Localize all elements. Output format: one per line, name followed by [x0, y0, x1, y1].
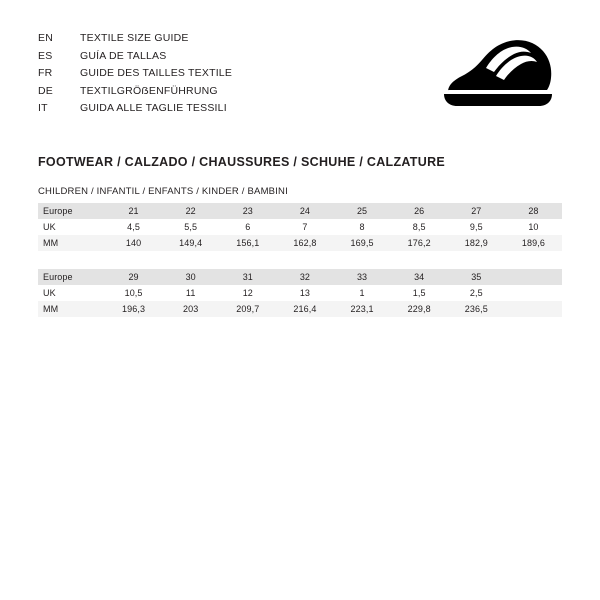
table-row [38, 203, 562, 219]
header [38, 30, 562, 118]
language-code: DE [38, 84, 53, 97]
table-cell: 26 [391, 203, 448, 219]
table-cell: 1 [334, 285, 391, 301]
table-cell: 229,8 [391, 301, 448, 317]
language-text: TEXTILE SIZE GUIDE [80, 32, 189, 44]
table-cell: 29 [105, 269, 162, 285]
sneaker-icon [440, 38, 556, 110]
language-code: IT [38, 102, 48, 114]
table-cell: 223,1 [334, 301, 391, 317]
table-cell: 11 [162, 285, 219, 301]
table-cell: 35 [448, 269, 505, 285]
table-cell: 8 [334, 219, 391, 235]
table-cell: 162,8 [276, 235, 333, 251]
language-row [38, 48, 232, 66]
table-cell: 6 [219, 219, 276, 235]
section-title: FOOTWEAR / CALZADO / CHAUSSURES / SCHUHE / CALZATURE [38, 155, 446, 169]
language-list [38, 30, 232, 118]
table-row [38, 235, 562, 251]
table-cell: 8,5 [391, 219, 448, 235]
table-cell: 22 [162, 203, 219, 219]
size-table-children-1 [38, 203, 562, 251]
table-cell: 27 [448, 203, 505, 219]
table-cell: 25 [334, 203, 391, 219]
row-label: MM [38, 235, 105, 251]
table-cell: 203 [162, 301, 219, 317]
language-code: FR [38, 67, 53, 79]
table-cell: 5,5 [162, 219, 219, 235]
language-row [38, 100, 232, 118]
language-text: TEXTILGRÖẞENFÜHRUNG [80, 84, 218, 97]
table-cell: 169,5 [334, 235, 391, 251]
row-label: UK [38, 285, 105, 301]
table-cell: 32 [276, 269, 333, 285]
table-cell: 149,4 [162, 235, 219, 251]
language-row [38, 65, 232, 83]
table-cell: 10 [505, 219, 562, 235]
table-cell: 31 [219, 269, 276, 285]
language-text: GUÍA DE TALLAS [80, 49, 167, 62]
table-cell [505, 285, 562, 301]
table-cell: 140 [105, 235, 162, 251]
table-cell: 28 [505, 203, 562, 219]
table-cell: 21 [105, 203, 162, 219]
table-cell: 9,5 [448, 219, 505, 235]
table-row [38, 269, 562, 285]
table-cell: 24 [276, 203, 333, 219]
language-code: EN [38, 32, 53, 44]
table-cell: 176,2 [391, 235, 448, 251]
table-cell: 209,7 [219, 301, 276, 317]
language-row [38, 30, 232, 48]
table-cell: 1,5 [391, 285, 448, 301]
table-cell: 4,5 [105, 219, 162, 235]
table-cell [505, 269, 562, 285]
table-cell: 2,5 [448, 285, 505, 301]
language-row [38, 83, 232, 101]
row-label: MM [38, 301, 105, 317]
table-cell: 156,1 [219, 235, 276, 251]
row-label: Europe [38, 203, 105, 219]
language-text: GUIDA ALLE TAGLIE TESSILI [80, 102, 227, 114]
table-row [38, 301, 562, 317]
table-cell: 33 [334, 269, 391, 285]
size-table-children-2 [38, 269, 562, 317]
table-cell: 189,6 [505, 235, 562, 251]
row-label: Europe [38, 269, 105, 285]
table-cell: 12 [219, 285, 276, 301]
table-cell: 10,5 [105, 285, 162, 301]
section-subtitle: CHILDREN / INFANTIL / ENFANTS / KINDER / BAMBINI [38, 186, 288, 197]
table-cell: 23 [219, 203, 276, 219]
language-code: ES [38, 49, 53, 62]
table-row [38, 219, 562, 235]
table-cell: 13 [276, 285, 333, 301]
table-cell: 182,9 [448, 235, 505, 251]
table-cell: 30 [162, 269, 219, 285]
table-row [38, 285, 562, 301]
table-cell: 34 [391, 269, 448, 285]
row-label: UK [38, 219, 105, 235]
table-cell: 196,3 [105, 301, 162, 317]
table-cell [505, 301, 562, 317]
table-cell: 236,5 [448, 301, 505, 317]
table-cell: 7 [276, 219, 333, 235]
table-cell: 216,4 [276, 301, 333, 317]
language-text: GUIDE DES TAILLES TEXTILE [80, 67, 233, 79]
